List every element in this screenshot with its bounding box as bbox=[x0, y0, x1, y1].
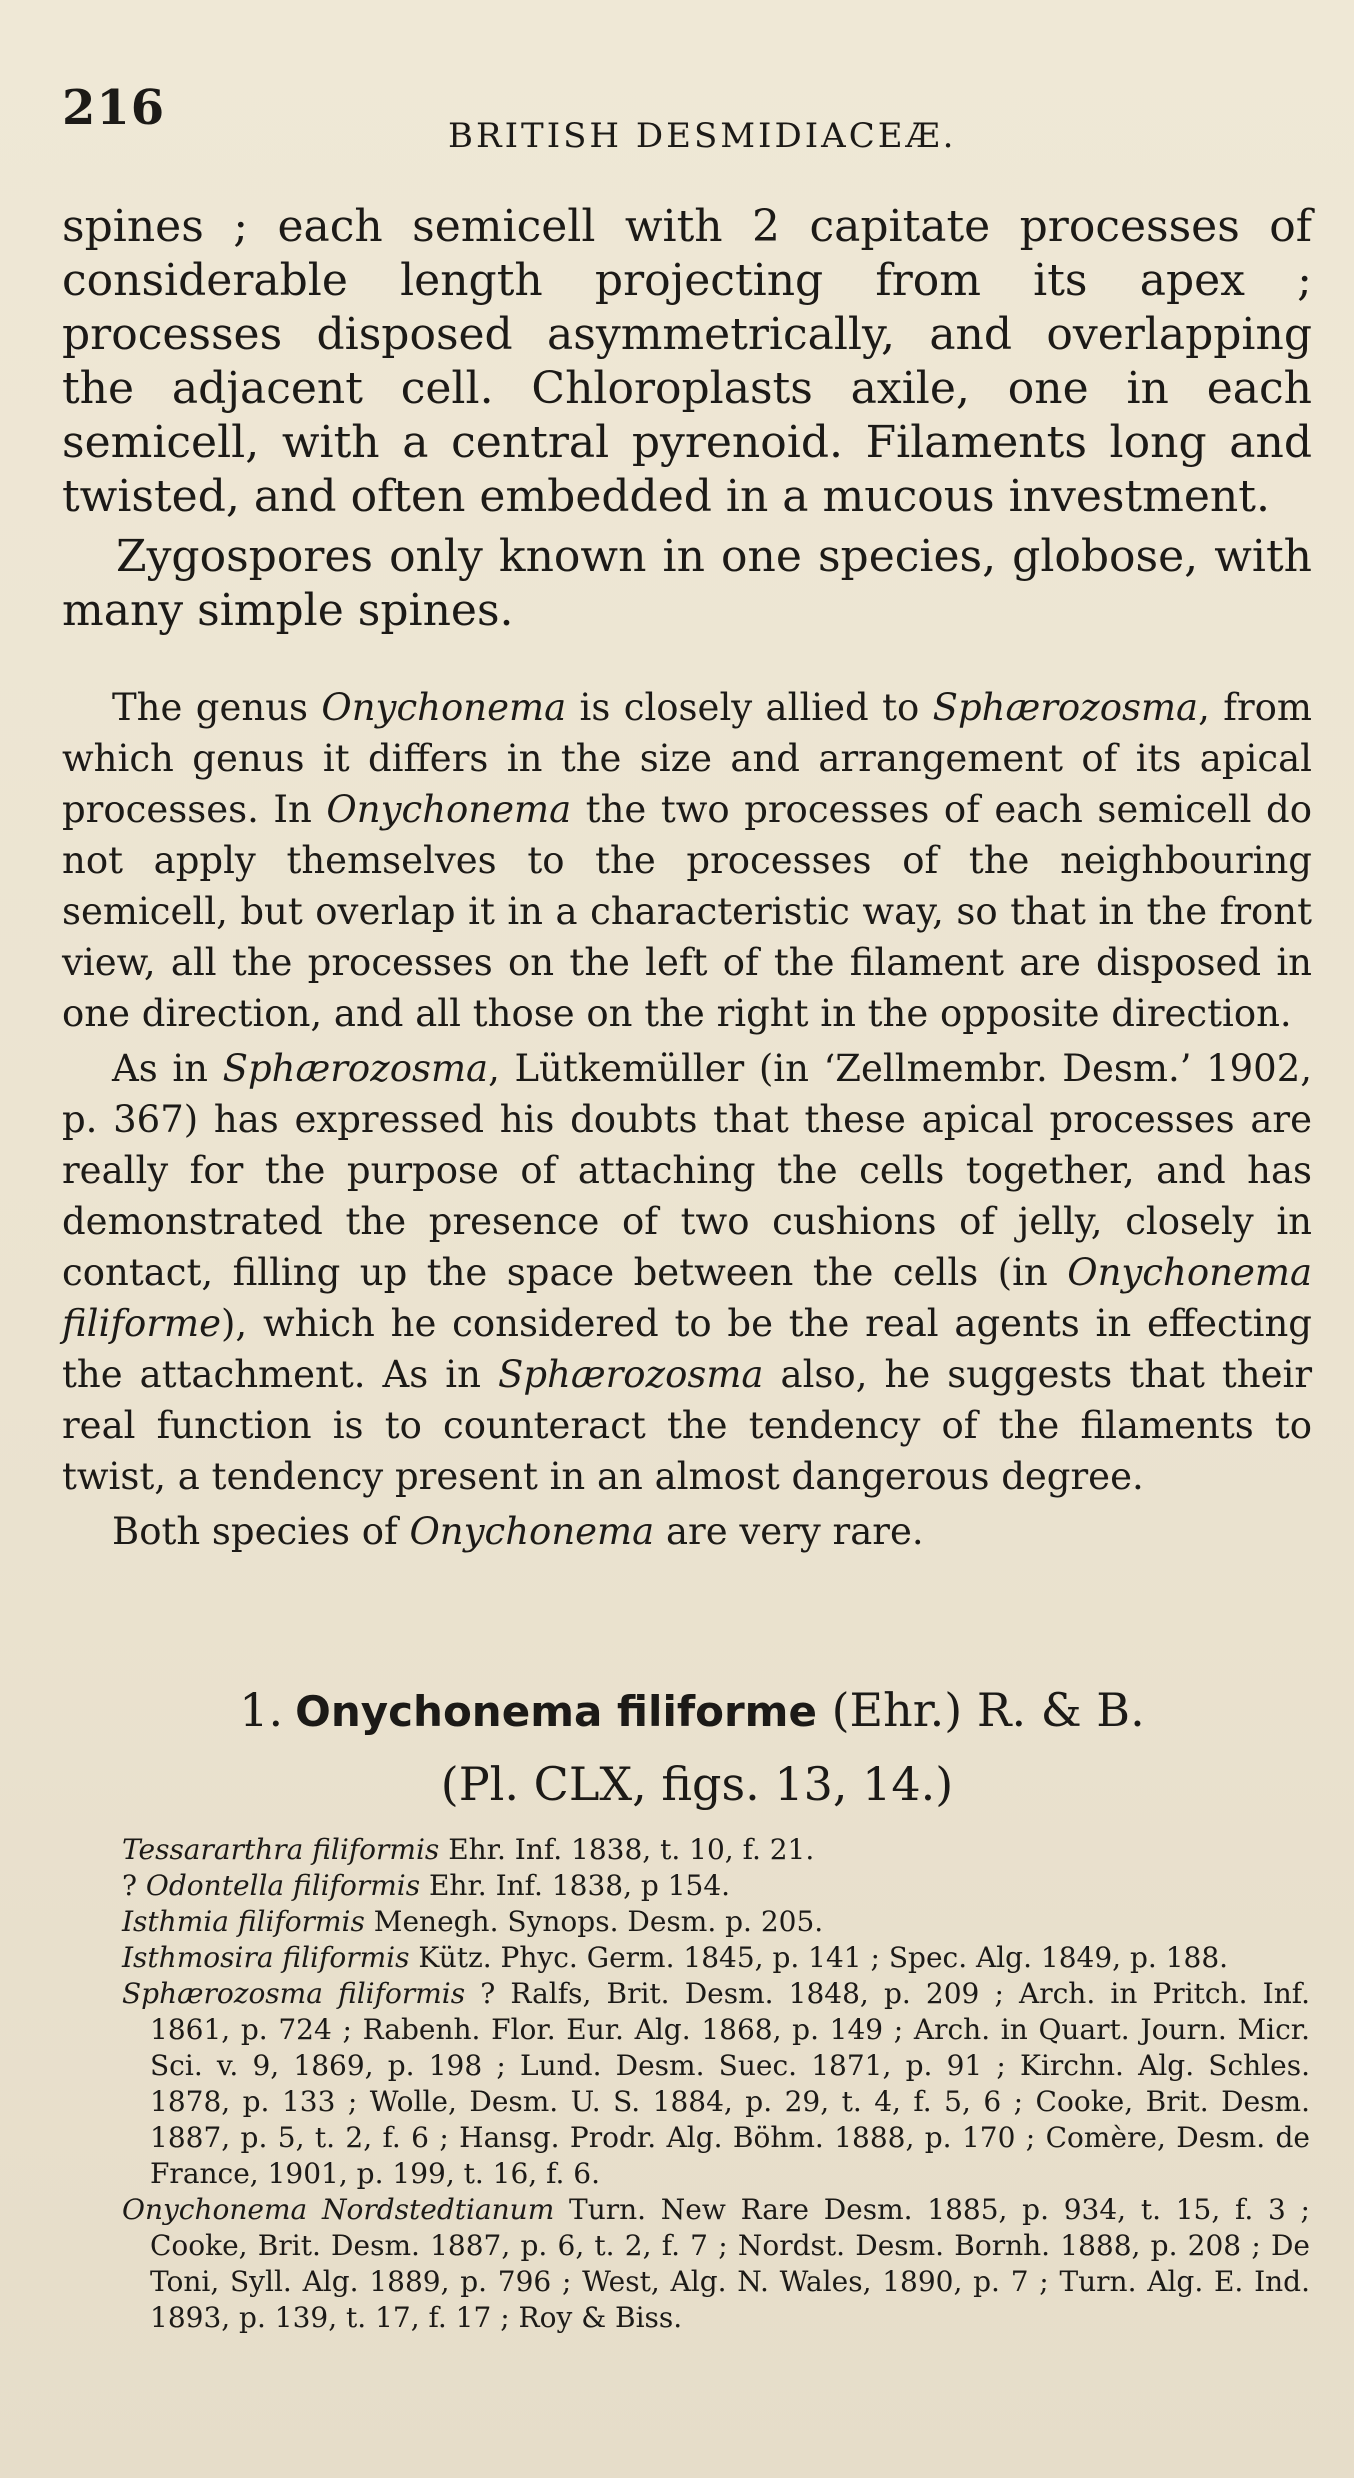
text-run: is closely allied to bbox=[566, 686, 933, 729]
species-title-line bbox=[0, 1680, 1354, 1742]
synonym-citation: Ehr. Inf. 1838, t. 10, f. 21. bbox=[439, 1833, 815, 1866]
synonym-citation: Menegh. Synops. Desm. p. 205. bbox=[364, 1905, 824, 1938]
synonym-citation: Turn. New Rare Desm. 1885, p. 934, t. 15, f. 3 ; Cooke, Brit. Desm. 1887, p. 6, t. 2, f. 7 ; Nordst. Desm. Bornh. 1888, p. 208 ; De Toni, Syll. Alg. 1889, p. 796 ; West, Alg. N. Wales, 1890, p. 7 ; Turn. Alg. E. Ind. 1893, p. 139, t. 17, f. 17 ; Roy & Biss. bbox=[150, 2193, 1310, 2334]
plate-reference: (Pl. CLX, figs. 13, 14.) bbox=[440, 1757, 954, 1811]
text-run: , from which genus it differs in the size and arrangement of its apical processes. In bbox=[62, 686, 1313, 831]
synonym-taxon: Isthmosira filiformis bbox=[122, 1941, 410, 1974]
synonym-entry bbox=[122, 1976, 1310, 2192]
species-authority: (Ehr.) R. & B. bbox=[831, 1683, 1145, 1737]
discussion-paragraph-1 bbox=[62, 682, 1312, 1039]
description-paragraph-2: Zygospores only known in one species, globose, with many simple spines. bbox=[62, 531, 1312, 636]
synonym-taxon: Sphærozosma filiformis bbox=[122, 1977, 466, 2010]
text-run: the two processes of each semicell do not apply themselves to the processes of the neighbouring semicell, but overlap it in a characteristic way, so that in the front view, all the processes on the left of the filament are disposed in one direction, and all those on the right in the opposite direction. bbox=[62, 788, 1312, 1035]
synonym-taxon: Isthmia filiformis bbox=[122, 1905, 365, 1938]
page-number: 216 bbox=[62, 80, 166, 136]
discussion-paragraph-2 bbox=[62, 1043, 1312, 1502]
genus-name-italic: Onychonema bbox=[321, 686, 567, 729]
synonym-taxon: Tessararthra filiformis bbox=[122, 1833, 440, 1866]
genus-name-italic: Onychonema bbox=[326, 788, 572, 831]
species-number: 1. bbox=[239, 1683, 284, 1737]
species-name-italic: Onychonema filiforme bbox=[62, 1251, 1312, 1345]
species-heading bbox=[0, 1680, 1354, 1814]
synonym-entry bbox=[122, 1904, 1310, 1940]
genus-name-italic: Sphærozosma bbox=[222, 1047, 489, 1090]
genus-discussion bbox=[62, 682, 1312, 1557]
running-title: BRITISH DESMIDIACEÆ. bbox=[448, 116, 957, 156]
text-run: are very rare. bbox=[654, 1510, 924, 1553]
synonymy-list bbox=[122, 1832, 1310, 2336]
text-run: The genus bbox=[112, 686, 322, 729]
text-run: As in bbox=[112, 1047, 223, 1090]
synonym-entry bbox=[122, 1940, 1310, 1976]
text-run: also, he suggests that their real function is to counteract the tendency of the filaments to twist, a tendency present in an almost dangerous degree. bbox=[62, 1353, 1313, 1498]
genus-name-italic: Onychonema bbox=[409, 1510, 655, 1553]
synonym-citation: ? Ralfs, Brit. Desm. 1848, p. 209 ; Arch. in Pritch. Inf. 1861, p. 724 ; Rabenh. Flor. Eur. Alg. 1868, p. 149 ; Arch. in Quart. Journ. Micr. Sci. v. 9, 1869, p. 198 ; Lund. Desm. Suec. 1871, p. 91 ; Kirchn. Alg. Schles. 1878, p. 133 ; Wolle, Desm. U. S. 1884, p. 29, t. 4, f. 5, 6 ; Cooke, Brit. Desm. 1887, p. 5, t. 2, f. 6 ; Hansg. Prodr. Alg. Böhm. 1888, p. 170 ; Comère, Desm. de France, 1901, p. 199, t. 16, f. 6. bbox=[150, 1977, 1310, 2190]
text-run: , Lütkemüller (in ‘Zellmembr. Desm.’ 1902, p. 367) has expressed his doubts that these apical processes are really for the purpose of attaching the cells together, and has demonstrated the presence of two cushions of jelly, closely in contact, filling up the space between the cells (in bbox=[62, 1047, 1312, 1294]
synonym-citation: Kütz. Phyc. Germ. 1845, p. 141 ; Spec. Alg. 1849, p. 188. bbox=[409, 1941, 1229, 1974]
species-name: Onychonema filiforme bbox=[295, 1687, 817, 1736]
text-run: ), which he considered to be the real agents in effecting the attachment. As in bbox=[62, 1302, 1312, 1396]
synonym-entry bbox=[122, 1868, 1310, 1904]
synonym-entry bbox=[122, 1832, 1310, 1868]
genus-name-italic: Sphærozosma bbox=[497, 1353, 764, 1396]
synonym-citation: Ehr. Inf. 1838, p 154. bbox=[420, 1869, 731, 1902]
genus-description bbox=[62, 200, 1312, 638]
text-run: Both species of bbox=[112, 1510, 410, 1553]
discussion-paragraph-3 bbox=[62, 1506, 1312, 1557]
genus-name-italic: Sphærozosma bbox=[932, 686, 1199, 729]
synonym-taxon: Odontella filiformis bbox=[145, 1869, 421, 1902]
description-paragraph-1: spines ; each semicell with 2 capitate processes of considerable length projecting from its apex ; processes disposed asymmetrically, and overlapping the adjacent cell. Chloroplasts axile, one in each semicell, with a central pyrenoid. Filaments long and twisted, and often embedded in a mucous investment. bbox=[62, 201, 1312, 522]
synonym-taxon: Onychonema Nordstedtianum bbox=[122, 2193, 555, 2226]
synonym-prefix: ? bbox=[122, 1869, 146, 1902]
running-head bbox=[62, 80, 1312, 156]
synonym-entry bbox=[122, 2192, 1310, 2336]
